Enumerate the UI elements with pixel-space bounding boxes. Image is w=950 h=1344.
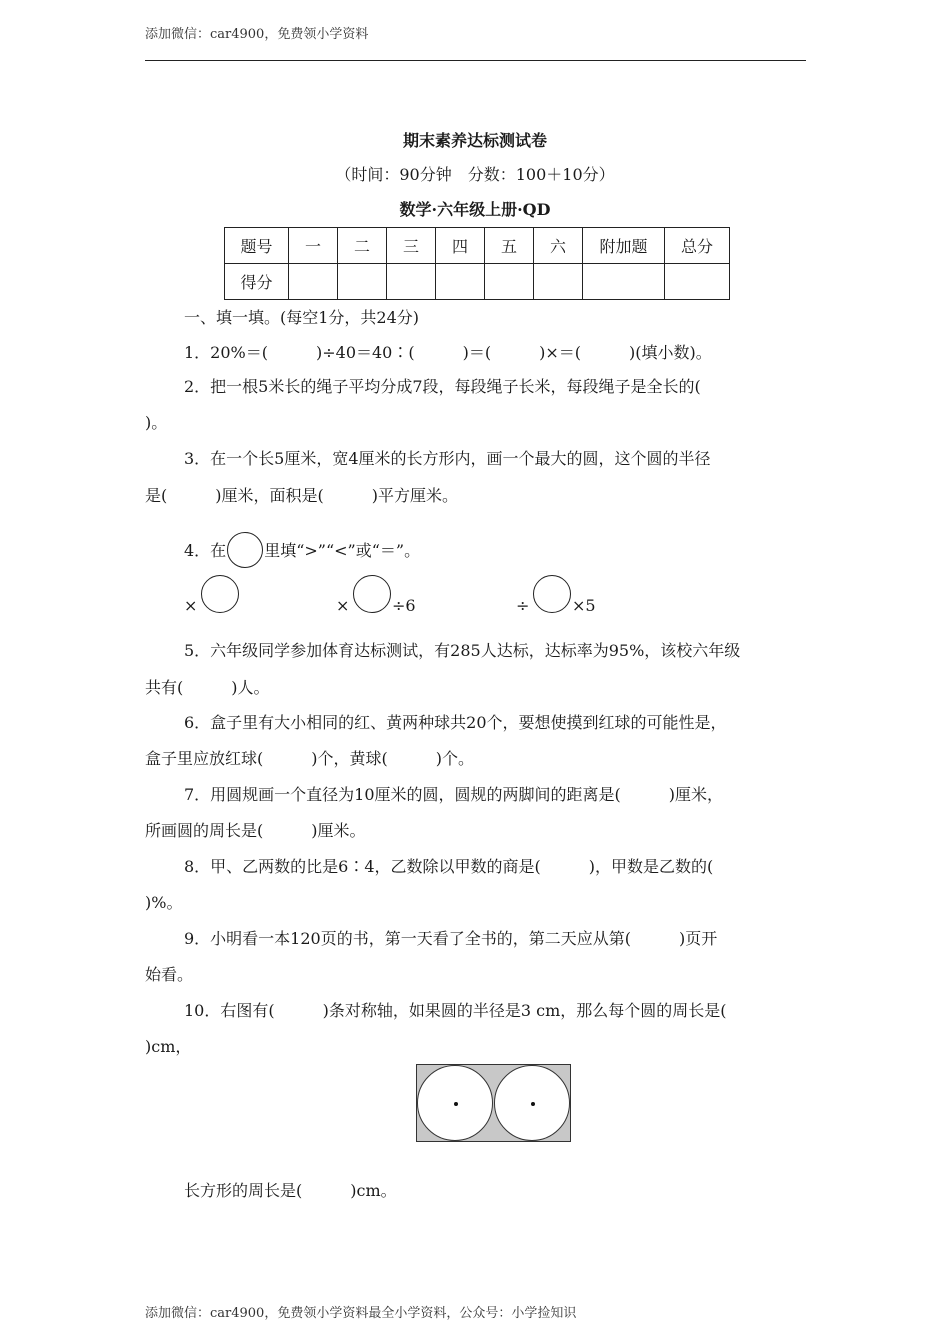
compare-c-left: ÷ [516, 596, 530, 615]
score-entry-cell[interactable] [289, 264, 338, 300]
page-title: 期末素养达标测试卷 [402, 131, 547, 150]
question-4-prefix: 4．在 [184, 541, 227, 560]
question-1: 1．20%＝( )÷40＝40∶( )＝( )×＝( )(填小数)。 [184, 343, 712, 362]
table-cell: 附加题 [583, 228, 665, 264]
header-rule [145, 60, 806, 61]
question-2-line1: 2．把一根5米长的绳子平均分成7段，每段绳子长米，每段绳子是全长的( [184, 377, 701, 396]
question-5-line2: 共有( )人。 [145, 678, 270, 697]
question-4-suffix: 里填“>”“<”或“＝”。 [264, 541, 421, 560]
compare-b-right: ÷6 [392, 596, 416, 615]
circle-shape [494, 1065, 570, 1141]
center-dot [531, 1102, 535, 1106]
subject-line: 数学·六年级上册·QD [399, 200, 551, 219]
question-4 [184, 532, 420, 568]
question-6-line1: 6．盒子里有大小相同的红、黄两种球共20个，要想使摸到红球的可能性是， [184, 713, 727, 732]
question-5-line1: 5．六年级同学参加体育达标测试，有285人达标，达标率为95%，该校六年级 [184, 641, 741, 660]
table-cell: 得分 [225, 264, 289, 300]
answer-circle-icon [227, 532, 263, 568]
score-entry-cell[interactable] [485, 264, 534, 300]
question-8-line2: )%。 [145, 893, 183, 912]
table-cell: 三 [387, 228, 436, 264]
page-header: 添加微信：car4900，免费领小学资料 [145, 27, 369, 42]
compare-circle-icon[interactable] [533, 575, 571, 613]
score-entry-cell[interactable] [665, 264, 730, 300]
question-6-line2: 盒子里应放红球( )个，黄球( )个。 [145, 749, 474, 768]
table-cell: 总分 [665, 228, 730, 264]
score-entry-cell[interactable] [436, 264, 485, 300]
question-7-line2: 所画圆的周长是( )厘米。 [145, 821, 366, 840]
table-row [225, 264, 730, 300]
compare-b-left: × [336, 596, 350, 615]
score-table [224, 227, 730, 300]
table-row [225, 228, 730, 264]
question-9-line2: 始看。 [145, 965, 194, 984]
question-3-line1: 3．在一个长5厘米，宽4厘米的长方形内，画一个最大的圆，这个圆的半径 [184, 449, 711, 468]
score-entry-cell[interactable] [387, 264, 436, 300]
compare-circle-icon[interactable] [201, 575, 239, 613]
rectangle-circles-figure [416, 1064, 571, 1142]
center-dot [454, 1102, 458, 1106]
table-cell: 二 [338, 228, 387, 264]
compare-c-right: ×5 [572, 596, 596, 615]
question-9-line1: 9．小明看一本120页的书，第一天看了全书的，第二天应从第( )页开 [184, 929, 718, 948]
question-10-line3: 长方形的周长是( )cm。 [184, 1181, 397, 1200]
page-footer: 添加微信：car4900，免费领小学资料最全小学资料，公众号：小学捡知识 [145, 1306, 577, 1321]
circle-shape [417, 1065, 493, 1141]
score-entry-cell[interactable] [338, 264, 387, 300]
question-7-line1: 7．用圆规画一个直径为10厘米的圆，圆规的两脚间的距离是( )厘米， [184, 785, 724, 804]
question-2-line2: )。 [145, 413, 168, 432]
question-8-line1: 8．甲、乙两数的比是6∶4，乙数除以甲数的商是( )，甲数是乙数的( [184, 857, 714, 876]
table-cell: 题号 [225, 228, 289, 264]
compare-a-left: × [184, 596, 198, 615]
table-cell: 一 [289, 228, 338, 264]
table-cell: 四 [436, 228, 485, 264]
section-heading: 一、填一填。(每空1分，共24分) [184, 308, 420, 327]
table-cell: 五 [485, 228, 534, 264]
score-entry-cell[interactable] [534, 264, 583, 300]
exam-info: （时间：90分钟 分数：100＋10分） [335, 165, 615, 184]
question-10-line2: )cm， [145, 1037, 192, 1056]
compare-circle-icon[interactable] [353, 575, 391, 613]
question-3-line2: 是( )厘米，面积是( )平方厘米。 [145, 486, 458, 505]
question-10-line1: 10．右图有( )条对称轴，如果圆的半径是3 cm，那么每个圆的周长是( [184, 1001, 727, 1020]
score-entry-cell[interactable] [583, 264, 665, 300]
table-cell: 六 [534, 228, 583, 264]
